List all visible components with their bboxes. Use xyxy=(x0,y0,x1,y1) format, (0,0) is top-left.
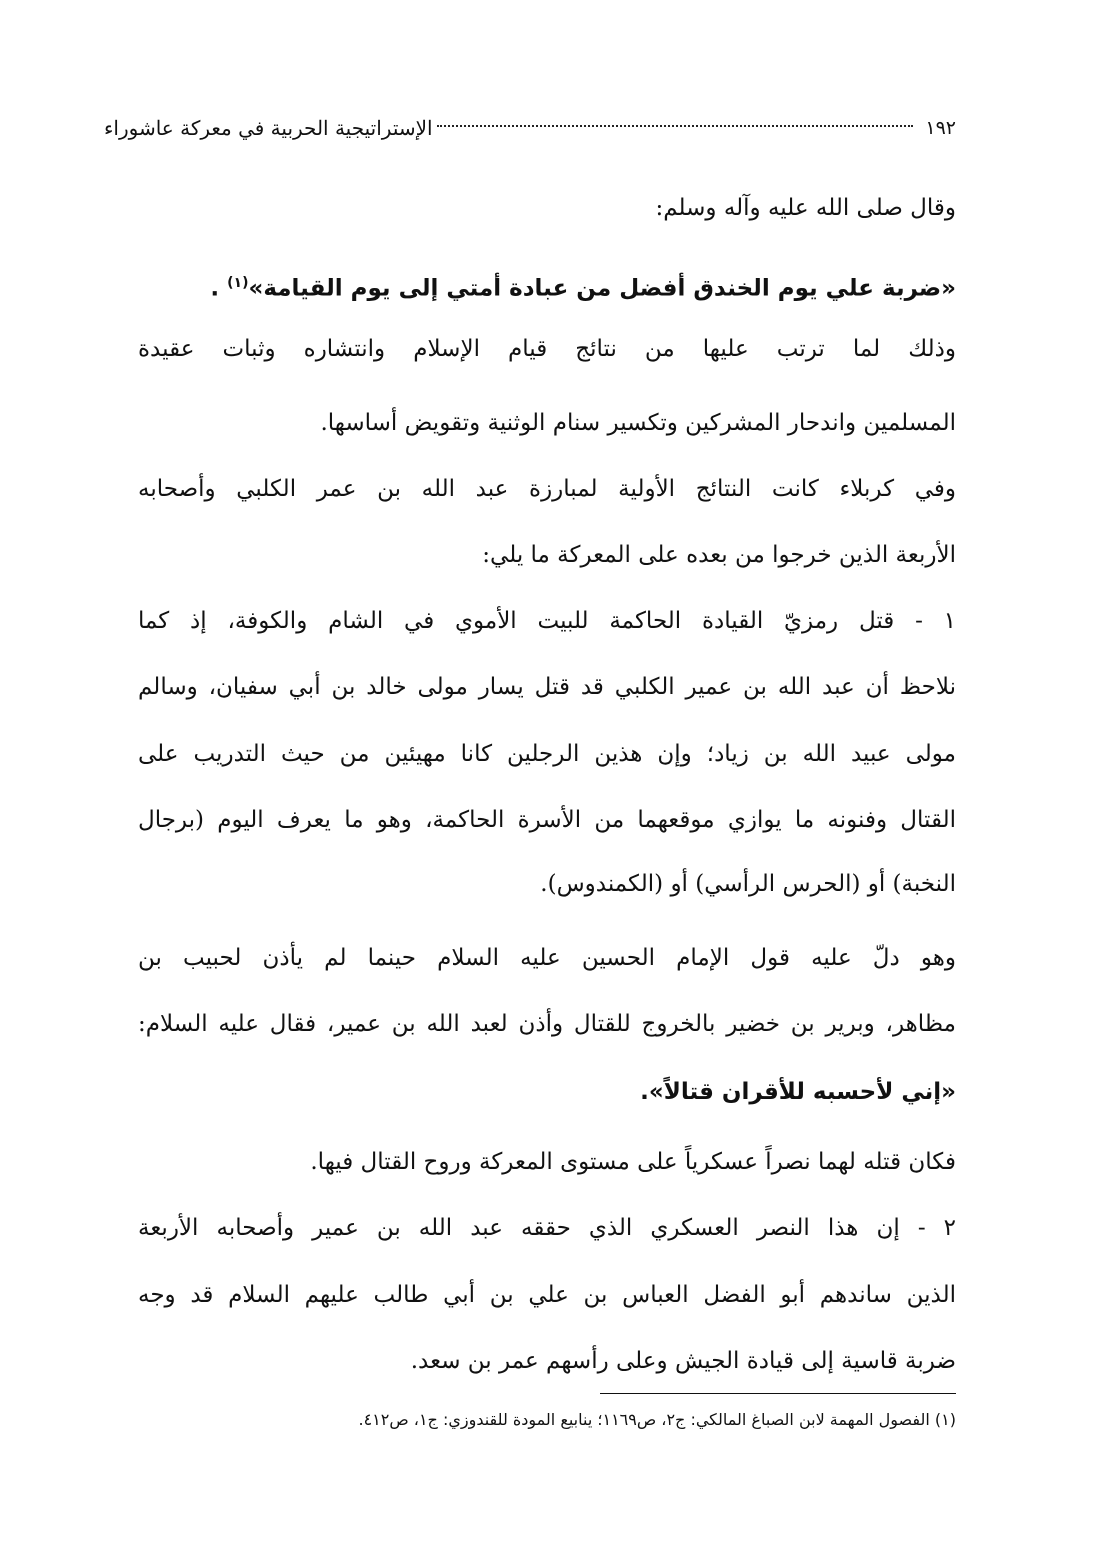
text-line: فكان قتله لهما نصراً عسكرياً على مستوى المعركة وروح القتال فيها. xyxy=(310,1149,956,1175)
text-line: ٢ - إن هذا النصر العسكري الذي حققه عبد الله بن عمير وأصحابه الأربعة xyxy=(138,1215,956,1241)
text-line: النخبة) أو (الحرس الرأسي) أو (الكمندوس). xyxy=(540,871,956,897)
hadith-text: «ضربة علي يوم الخندق أفضل من عبادة أمتي إلى يوم القيامة» xyxy=(248,275,956,302)
text-line: نلاحظ أن عبد الله بن عمير الكلبي قد قتل يسار مولى خالد بن أبي سفيان، وسالم xyxy=(138,674,956,700)
text-line: مظاهر، وبرير بن خضير بالخروج للقتال وأذن لعبد الله بن عمير، فقال عليه السلام: xyxy=(138,1011,956,1037)
text-line: وقال صلى الله عليه وآله وسلم: xyxy=(655,195,956,221)
footnote-separator xyxy=(600,1393,956,1394)
hadith-quote: «ضربة علي يوم الخندق أفضل من عبادة أمتي إلى يوم القيامة»$^{(١)}$ . xyxy=(210,275,956,302)
book-title: الإستراتيجية الحربية في معركة عاشوراء xyxy=(104,116,433,140)
text-line: وفي كربلاء كانت النتائج الأولية لمبارزة عبد الله بن عمر الكلبي وأصحابه xyxy=(138,476,956,502)
text-line: الأربعة الذين خرجوا من بعده على المعركة ما يلي: xyxy=(482,542,956,568)
page-number: ١٩٢ xyxy=(925,117,956,139)
text-line: وذلك لما ترتب عليها من نتائج قيام الإسلام وانتشاره وثبات عقيدة xyxy=(138,336,956,362)
text-line: المسلمين واندحار المشركين وتكسير سنام الوثنية وتقويض أساسها. xyxy=(320,410,956,436)
footnote: (١) الفصول المهمة لابن الصباغ المالكي: ج٢، ص١١٦٩؛ ينابيع المودة للقندوزي: ج١، ص٤١٢. xyxy=(358,1410,956,1429)
text-line: ضربة قاسية إلى قيادة الجيش وعلى رأسهم عمر بن سعد. xyxy=(410,1348,956,1374)
text-line: الذين ساندهم أبو الفضل العباس بن علي بن أبي طالب عليهم السلام قد وجه xyxy=(138,1282,956,1308)
footnote-marker: (١) xyxy=(227,275,249,291)
running-header xyxy=(104,108,956,148)
text-line: وهو دلّ عليه قول الإمام الحسين عليه السلام حينما لم يأذن لحبيب بن xyxy=(138,945,956,971)
text-line: القتال وفنونه ما يوازي موقعهما من الأسرة الحاكمة، وهو ما يعرف اليوم (برجال xyxy=(138,807,956,833)
text-line: ١ - قتل رمزيّ القيادة الحاكمة للبيت الأموي في الشام والكوفة، إذ كما xyxy=(138,608,956,634)
header-dot-leader xyxy=(437,125,914,127)
text-line: مولى عبيد الله بن زياد؛ وإن هذين الرجلين كانا مهيئين من حيث التدريب على xyxy=(138,741,956,767)
imam-quote: «إني لأحسبه للأقران قتالاً». xyxy=(640,1079,956,1105)
